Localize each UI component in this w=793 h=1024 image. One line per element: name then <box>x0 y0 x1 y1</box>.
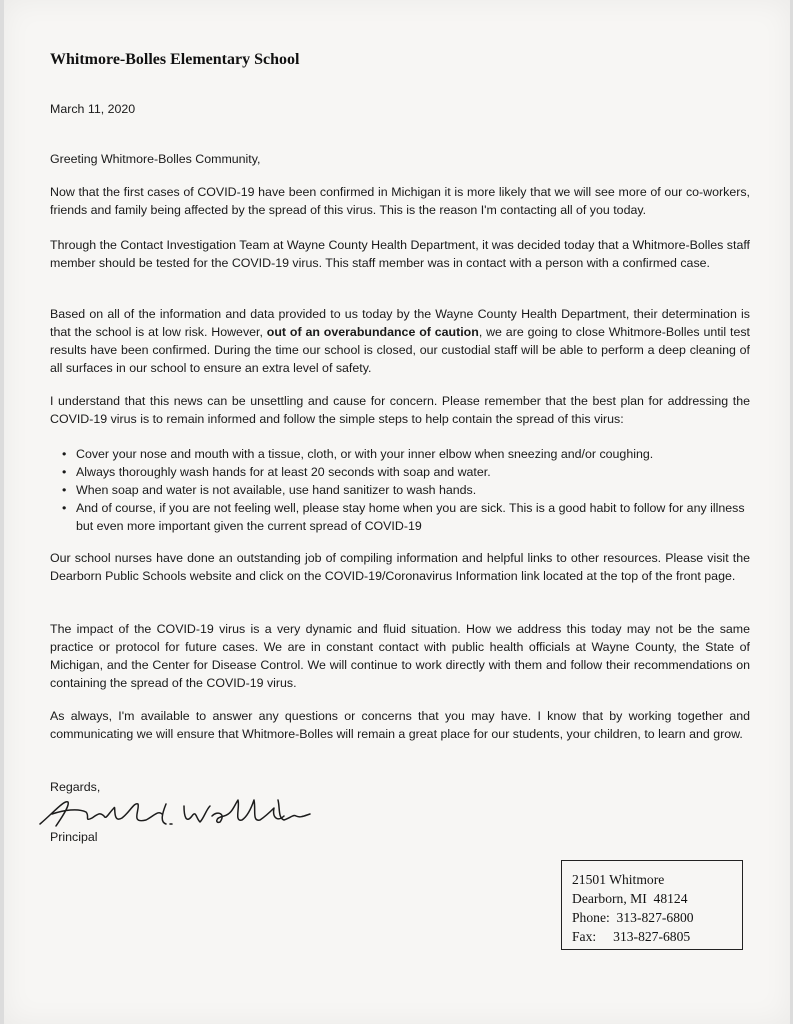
paragraph-7: As always, I'm available to answer any questions or concerns that you may have. I know that by working together and communicating we will ensure that Whitmore-Bolles will remain a great place for our students, your children, to learn and grow. <box>50 709 750 741</box>
address-phone: Phone: 313-827-6800 <box>572 910 694 925</box>
safety-tips-list <box>66 445 750 535</box>
address-fax: Fax: 313-827-6805 <box>572 929 691 944</box>
closing: Regards, <box>50 780 101 794</box>
paragraph-3-part-1: Based on all of the information and data provided to us today by the Wayne County Health Department, their determination is that the school is at low risk. However, <box>50 307 750 339</box>
paragraph-3 <box>50 305 750 377</box>
letter-date: March 11, 2020 <box>50 102 136 116</box>
address-street: 21501 Whitmore <box>572 872 665 887</box>
paragraph-5: Our school nurses have done an outstanding job of compiling information and helpful links to other resources. Please visit the Dearborn Public Schools website and click on the COVID-19/Coronavirus Information link located at the top of the front page. <box>50 551 750 583</box>
paragraph-1: Now that the first cases of COVID-19 have been confirmed in Michigan it is more likely that we will see more of our co-workers, friends and family being affected by the spread of this virus. This is the reason I'm contacting all of you today. <box>50 185 750 217</box>
list-item: • When soap and water is not available, use hand sanitizer to wash hands. <box>66 481 750 499</box>
signer-title: Principal <box>50 830 98 844</box>
paragraph-3-emphasis: out of an overabundance of caution <box>266 325 479 339</box>
paragraph-2: Through the Contact Investigation Team at Wayne County Health Department, it was decided today that a Whitmore-Bolles staff member should be tested for the COVID-19 virus. This staff member was in contact with a person with a confirmed case. <box>50 238 750 270</box>
address-box <box>561 860 743 950</box>
greeting: Greeting Whitmore-Bolles Community, <box>50 152 261 166</box>
list-item: • And of course, if you are not feeling well, please stay home when you are sick. This is a good habit to follow for any illness but even more important given the current spread of COVID-19 <box>66 499 750 535</box>
list-item: • Cover your nose and mouth with a tissue, cloth, or with your inner elbow when sneezing and/or coughing. <box>66 445 750 463</box>
paragraph-3-part-2: , we are going to close Whitmore-Bolles until test results have been confirmed. During the time our school is closed, our custodial staff will be able to perform a deep cleaning of all surfaces in our school to ensure an extra level of safety. <box>50 325 750 375</box>
letter-page <box>4 0 790 1024</box>
address-city: Dearborn, MI 48124 <box>572 891 688 906</box>
paragraph-6: The impact of the COVID-19 virus is a very dynamic and fluid situation. How we address this today may not be the same practice or protocol for future cases. We are in constant contact with public health officials at Wayne County, the State of Michigan, and the Center for Disease Control. We will continue to work directly with them and follow their recommendations on containing the spread of the COVID-19 virus. <box>50 622 750 690</box>
school-name: Whitmore-Bolles Elementary School <box>50 51 300 68</box>
paragraph-4: I understand that this news can be unsettling and cause for concern. Please remember that the best plan for addressing the COVID-19 virus is to remain informed and follow the simple steps to help contain the spread of this virus: <box>50 394 750 426</box>
list-item: • Always thoroughly wash hands for at least 20 seconds with soap and water. <box>66 463 750 481</box>
